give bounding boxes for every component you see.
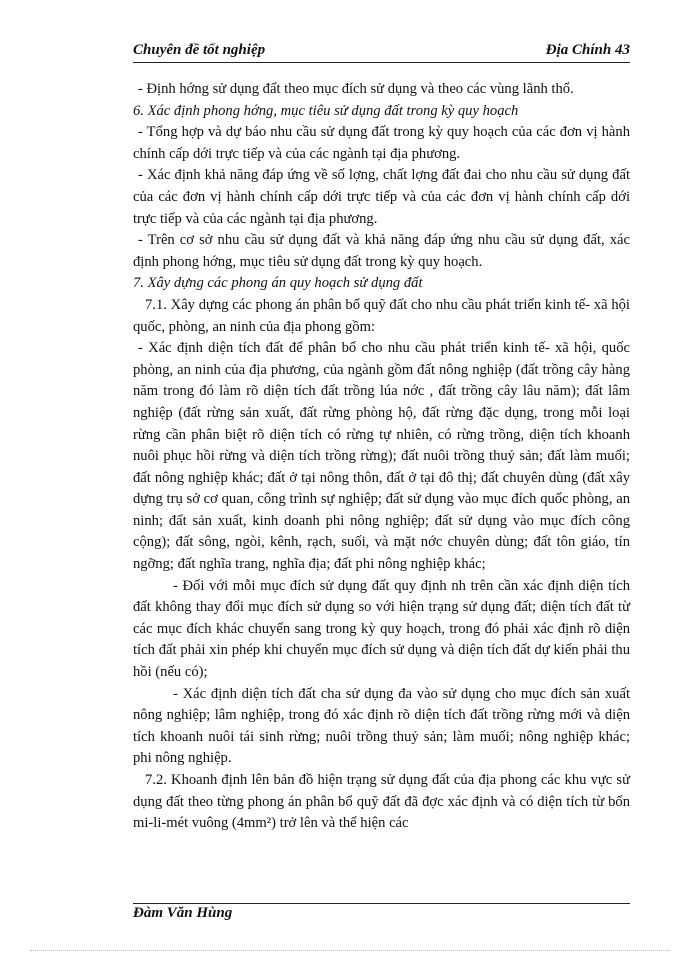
document-body bbox=[133, 79, 630, 835]
paragraph: - Xác định diện tích đất để phân bổ cho nhu cầu phát triển kinh tế- xã hội, quốc phòng, an ninh của địa phương, của ngành gồm đất nông nghiệp (đất trồng cây hàng năm trong đó làm rõ diện tích đất trồng lúa nớc , đất trồng cây lâu năm); đất lâm nghiệp (đất rừng sản xuất, đất rừng phòng hộ, đất rừng đặc dụng, trong mỗi loại rừng cần phân biệt rõ diện tích có rừng tự nhiên, có rừng trồng, diện tích khoanh nuôi phục hồi rừng và diện tích trồng rừng); đất nuôi trồng thuỷ sản; đất làm muối; đất nông nghiệp khác; đất ở tại nông thôn, đất ở tại đô thị; đất chuyên dùng (đất xây dựng trụ sở cơ quan, công trình sự nghiệp; đất sử dụng vào mục đích quốc phòng, an ninh; đất sản xuất, kinh doanh phi nông nghiệp; đất sử dụng vào mục đích công cộng); đất sông, ngòi, kênh, rạch, suối, và mặt nớc chuyên dùng; đất tôn giáo, tín ngỡng; đất nghĩa trang, nghĩa địa; đất phi nông nghiệp khác; bbox=[133, 340, 630, 573]
paragraph: - Xác định diện tích đất cha sử dụng đa vào sử dụng cho mục đích sản xuất nông nghiệp; lâm nghiệp, trong đó xác định rõ diện tích đất trồng rừng mới và diện tích khoanh nuôi tái sinh rừng; nuôi trồng thuỷ sản; làm muối; nông nghiệp khác; phi nông nghiệp. bbox=[133, 685, 630, 767]
header-department: Địa Chính 43 bbox=[545, 42, 630, 58]
paragraph: - Tổng hợp và dự báo nhu cầu sử dụng đất trong kỳ quy hoạch của các đơn vị hành chính cấp dới trực tiếp và của các ngành tại địa phương. bbox=[133, 124, 630, 162]
paragraph: - Định hớng sử dụng đất theo mục đích sử dụng và theo các vùng lãnh thổ. bbox=[138, 81, 574, 97]
section-heading: 6. Xác định phong hớng, mục tiêu sử dụng đất trong kỳ quy hoạch bbox=[133, 102, 519, 119]
paragraph: - Xác định khả năng đáp ứng về số lợng, chất lợng đất đai cho nhu cầu sử dụng đất của các đơn vị hành chính cấp dới trực tiếp và của các đơn vị hành chính cấp dới trực tiếp và của các ngành tại địa phương. bbox=[133, 167, 630, 227]
page-header bbox=[133, 40, 630, 63]
paragraph: 7.1. Xây dựng các phong án phân bổ quỹ đất cho nhu cầu phát triển kinh tế- xã hội quốc, phòng, an ninh của địa phong gồm: bbox=[133, 296, 630, 335]
footer-author: Đàm Văn Hùng bbox=[133, 905, 233, 921]
paragraph: 7.2. Khoanh định lên bản đồ hiện trạng sử dụng đất của địa phong các khu vực sử dụng đất theo từng phong án phân bổ quỹ đất đã đợc xác định và có diện tích từ bốn mi-li-mét vuông (4mm²) trở lên và thể hiện các bbox=[133, 772, 630, 832]
section-heading: 7. Xây dựng các phong án quy hoạch sử dụng đất bbox=[133, 275, 423, 292]
paragraph: - Đối với mỗi mục đích sử dụng đất quy định nh trên cần xác định diện tích đất không thay đổi mục đích sử dụng so với hiện trạng sử dụng đất; diện tích đất từ các mục đích khác chuyển sang trong kỳ quy hoạch, trong đó phải xác định rõ diện tích đất phải xin phép khi chuyển mục đích sử dụng và diện tích đất dự kiến phải thu hồi (nếu có); bbox=[133, 577, 630, 681]
header-document-type: Chuyên đề tốt nghiệp bbox=[133, 42, 266, 58]
footer-divider bbox=[133, 903, 630, 904]
paragraph: - Trên cơ sở nhu cầu sử dụng đất và khả năng đáp ứng nhu cầu sử dụng đất, xác định phong hớng, mục tiêu sử dụng đất trong kỳ quy hoạch. bbox=[133, 232, 630, 270]
page-bottom-dotted-line bbox=[30, 950, 670, 951]
